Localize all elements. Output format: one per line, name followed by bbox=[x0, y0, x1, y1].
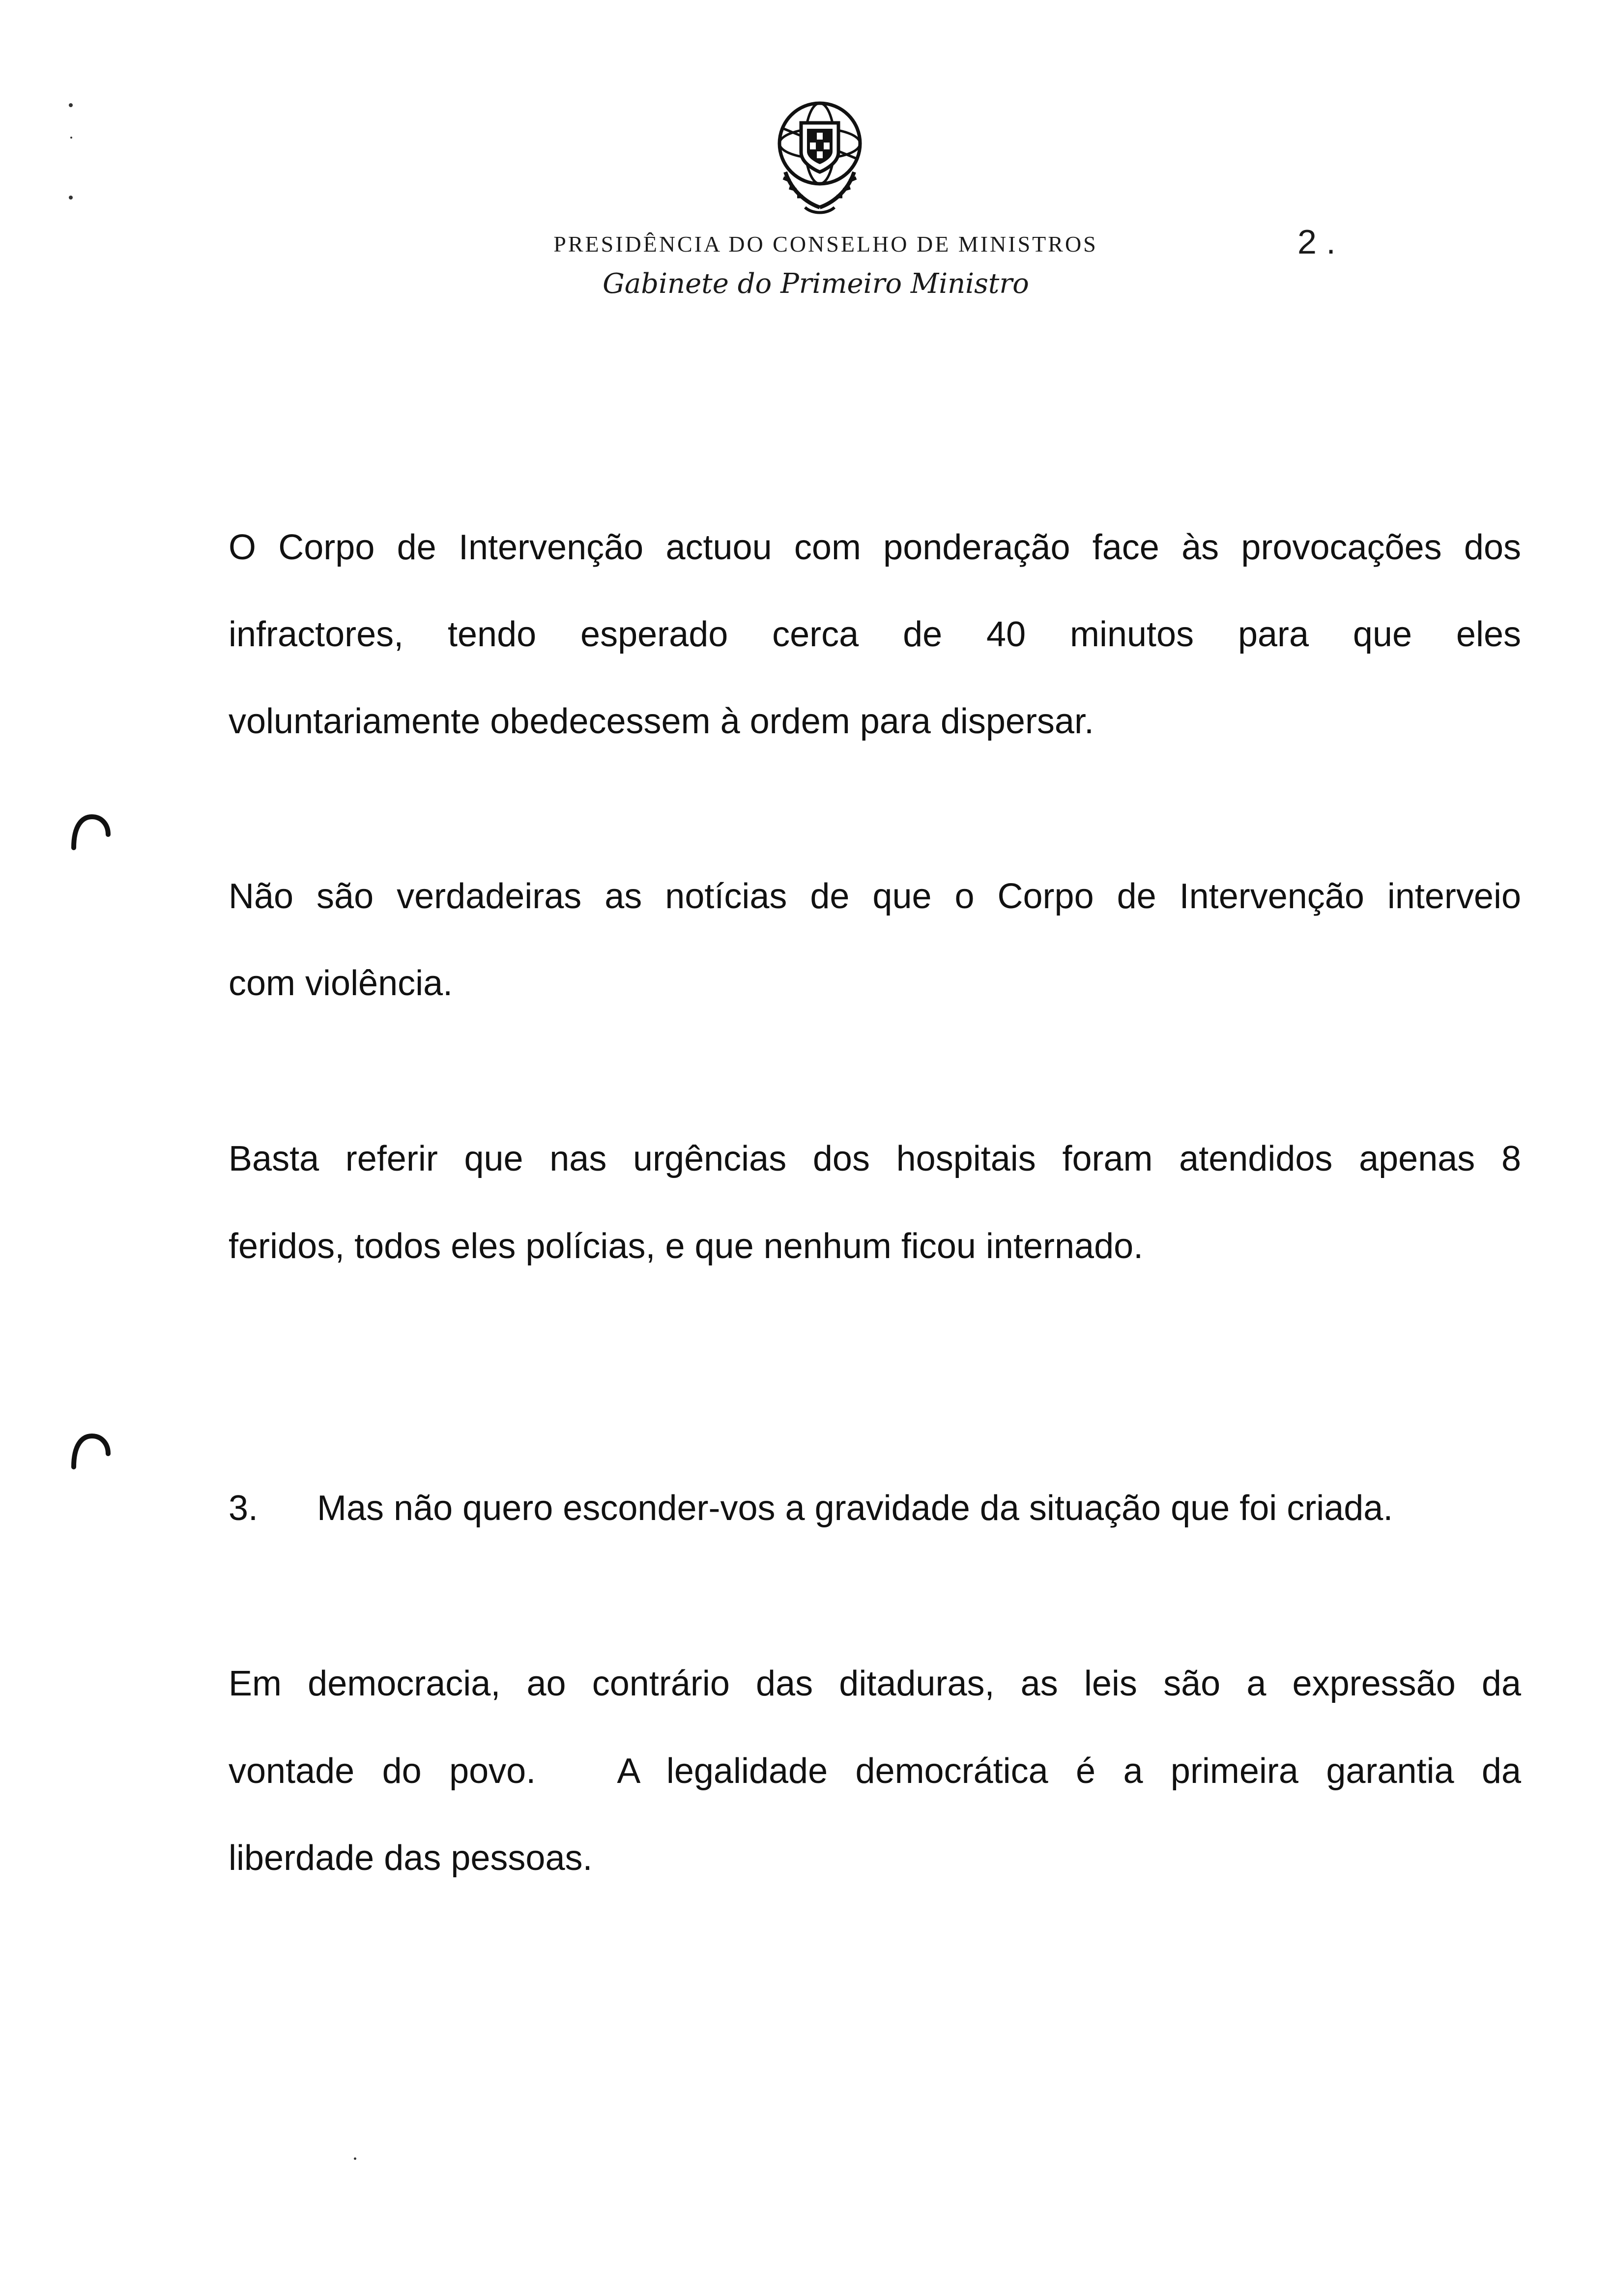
binder-hole-mark-icon bbox=[65, 806, 114, 855]
paragraph-5-line-1: Em democracia, ao contrário das ditaduras, as leis são a expressão da bbox=[229, 1664, 1521, 1703]
paragraph-2-line-2: com violência. bbox=[229, 964, 453, 1003]
margin-dot bbox=[69, 103, 73, 107]
margin-dot bbox=[70, 137, 72, 139]
paragraph-1-line-3: voluntariamente obedecessem à ordem para dispersar. bbox=[229, 702, 1094, 741]
header-subtitle: Gabinete do Primeiro Ministro bbox=[603, 268, 1029, 300]
numbered-paragraph bbox=[229, 1491, 1521, 1526]
paragraph-number: 3. bbox=[229, 1489, 259, 1528]
paragraph-1-line-1: O Corpo de Intervenção actuou com ponderação face às provocações dos bbox=[229, 528, 1521, 567]
binder-hole-mark-icon bbox=[65, 1425, 114, 1474]
paragraph-2-line-1: Não são verdadeiras as notícias de que o Corpo de Intervenção interveio bbox=[229, 877, 1521, 916]
paragraph-1-line-2: infractores, tendo esperado cerca de 40 minutos para que eles bbox=[229, 615, 1521, 654]
header-title: PRESIDÊNCIA DO CONSELHO DE MINISTROS bbox=[553, 231, 1098, 257]
paragraph-5-line-3: liberdade das pessoas. bbox=[229, 1838, 593, 1878]
paragraph-3-line-1: Basta referir que nas urgências dos hospitais foram atendidos apenas 8 bbox=[229, 1139, 1521, 1178]
paragraph-3-line-2: feridos, todos eles polícias, e que nenhum ficou internado. bbox=[229, 1227, 1144, 1266]
page-number: 2 . bbox=[1297, 223, 1336, 261]
numbered-paragraph-text: Mas não quero esconder-vos a gravidade da situação que foi criada. bbox=[317, 1489, 1393, 1528]
margin-dot bbox=[69, 196, 73, 200]
margin-dot bbox=[354, 2157, 356, 2160]
portuguese-coat-of-arms-icon bbox=[771, 98, 869, 216]
paragraph-5-line-2: vontade do povo. A legalidade democrática é a primeira garantia da bbox=[229, 1751, 1521, 1791]
